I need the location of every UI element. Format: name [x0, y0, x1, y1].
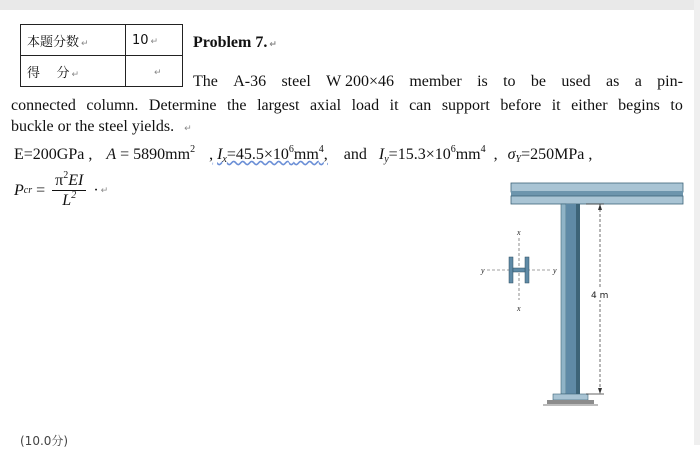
critical-load-formula: P cr = $\frac{\pi^2EI}{L^2}$ · ↵	[14, 170, 109, 209]
y-axis-label-left: y	[481, 266, 485, 275]
area-value: = 5890mm	[116, 146, 191, 163]
paragraph-mark-icon: ↵	[269, 40, 277, 50]
word: A-36	[233, 73, 267, 90]
paragraph-mark-icon: ↵	[150, 36, 159, 47]
w-section-cross-section	[487, 238, 551, 300]
word: Determine	[148, 97, 217, 114]
steel-column	[561, 204, 580, 394]
area-symbol: A	[106, 146, 117, 163]
x-axis-label-top: x	[517, 228, 521, 237]
sigma-subscript: Y	[515, 154, 522, 165]
word: be	[530, 73, 546, 90]
formula-lhs: P	[14, 182, 24, 199]
word: load	[351, 97, 380, 114]
pi-exponent: 2	[63, 170, 69, 181]
length-symbol: L	[62, 192, 72, 209]
score-label: 本题分数	[27, 34, 80, 50]
word: it	[551, 97, 561, 114]
iy-value: =15.3×10	[388, 146, 451, 163]
word: before	[500, 97, 542, 114]
word: is	[477, 73, 488, 90]
word: can	[409, 97, 432, 114]
word: largest	[257, 97, 300, 114]
paragraph-mark-icon: ↵	[81, 38, 89, 49]
top-beam	[511, 183, 683, 204]
iy-subscript: y	[384, 154, 389, 165]
word: begins	[618, 97, 660, 114]
dimension-label: 4 m	[591, 291, 609, 301]
grade-label: 得 分	[27, 65, 70, 81]
area-exponent: 2	[190, 144, 196, 155]
word: support	[441, 97, 490, 114]
word: The	[193, 73, 218, 90]
ix-value-group: , $I_x=45.5\times 10^6mm^4$,	[209, 144, 328, 165]
paragraph-mark-icon: ↵	[184, 124, 192, 134]
column-base	[543, 394, 598, 406]
given-values-line: E=200GPa , $A = 5890mm^2$ , $I_x=45.5\times 10^6mm^4$, and $I_y=15.3\times 10^6mm^4$ , $\sigma_Y=250MPa$ ,	[14, 144, 593, 165]
word: column.	[86, 97, 139, 114]
word: used	[561, 73, 591, 90]
pi-symbol: π	[55, 172, 64, 189]
ix-subscript: x	[222, 154, 227, 165]
ix-exponent: 6	[288, 144, 294, 155]
iy-unit: mm	[455, 146, 481, 163]
word: to	[503, 73, 516, 90]
formula-tail: ·	[93, 182, 99, 199]
word: pin-	[657, 73, 683, 90]
paragraph-mark-icon: ↵	[71, 69, 80, 80]
word: axial	[309, 97, 342, 114]
and-word: and	[343, 146, 367, 163]
paragraph-mark-icon: ↵	[154, 67, 162, 78]
length-exponent: 2	[71, 190, 77, 201]
iy-unit-exponent: 4	[480, 144, 486, 155]
word: steel	[281, 73, 311, 90]
word: either	[571, 97, 608, 114]
ix-symbol: I	[217, 146, 223, 163]
sigma-value: =250MPa ,	[521, 146, 593, 163]
ix-unit: mm	[293, 146, 319, 163]
word: connected	[11, 97, 76, 114]
x-axis-label-bottom: x	[517, 304, 521, 313]
word: a	[634, 73, 642, 90]
ix-value: =45.5×10	[226, 146, 289, 163]
ei-text: EI	[68, 172, 84, 189]
line3-text: buckle or the steel yields.	[11, 118, 175, 135]
score-value: 10	[132, 32, 149, 48]
modulus-value: E=200GPa ,	[14, 146, 93, 163]
problem-title-text: Problem 7.	[193, 34, 268, 51]
points-label: (10.0分)	[20, 434, 69, 448]
word: it	[389, 97, 399, 114]
formula-equals: =	[36, 182, 46, 199]
iy-symbol: I	[378, 146, 385, 163]
word: the	[226, 97, 247, 114]
y-axis-label-right: y	[553, 266, 557, 275]
word: W 200×46	[326, 73, 394, 90]
word: member	[409, 73, 462, 90]
ix-unit-exponent: 4	[318, 144, 324, 155]
word: to	[670, 97, 683, 114]
sigma-symbol: σ	[507, 146, 516, 163]
iy-exponent: 6	[450, 144, 456, 155]
paragraph-mark-icon: ↵	[100, 186, 109, 196]
word: as	[606, 73, 620, 90]
